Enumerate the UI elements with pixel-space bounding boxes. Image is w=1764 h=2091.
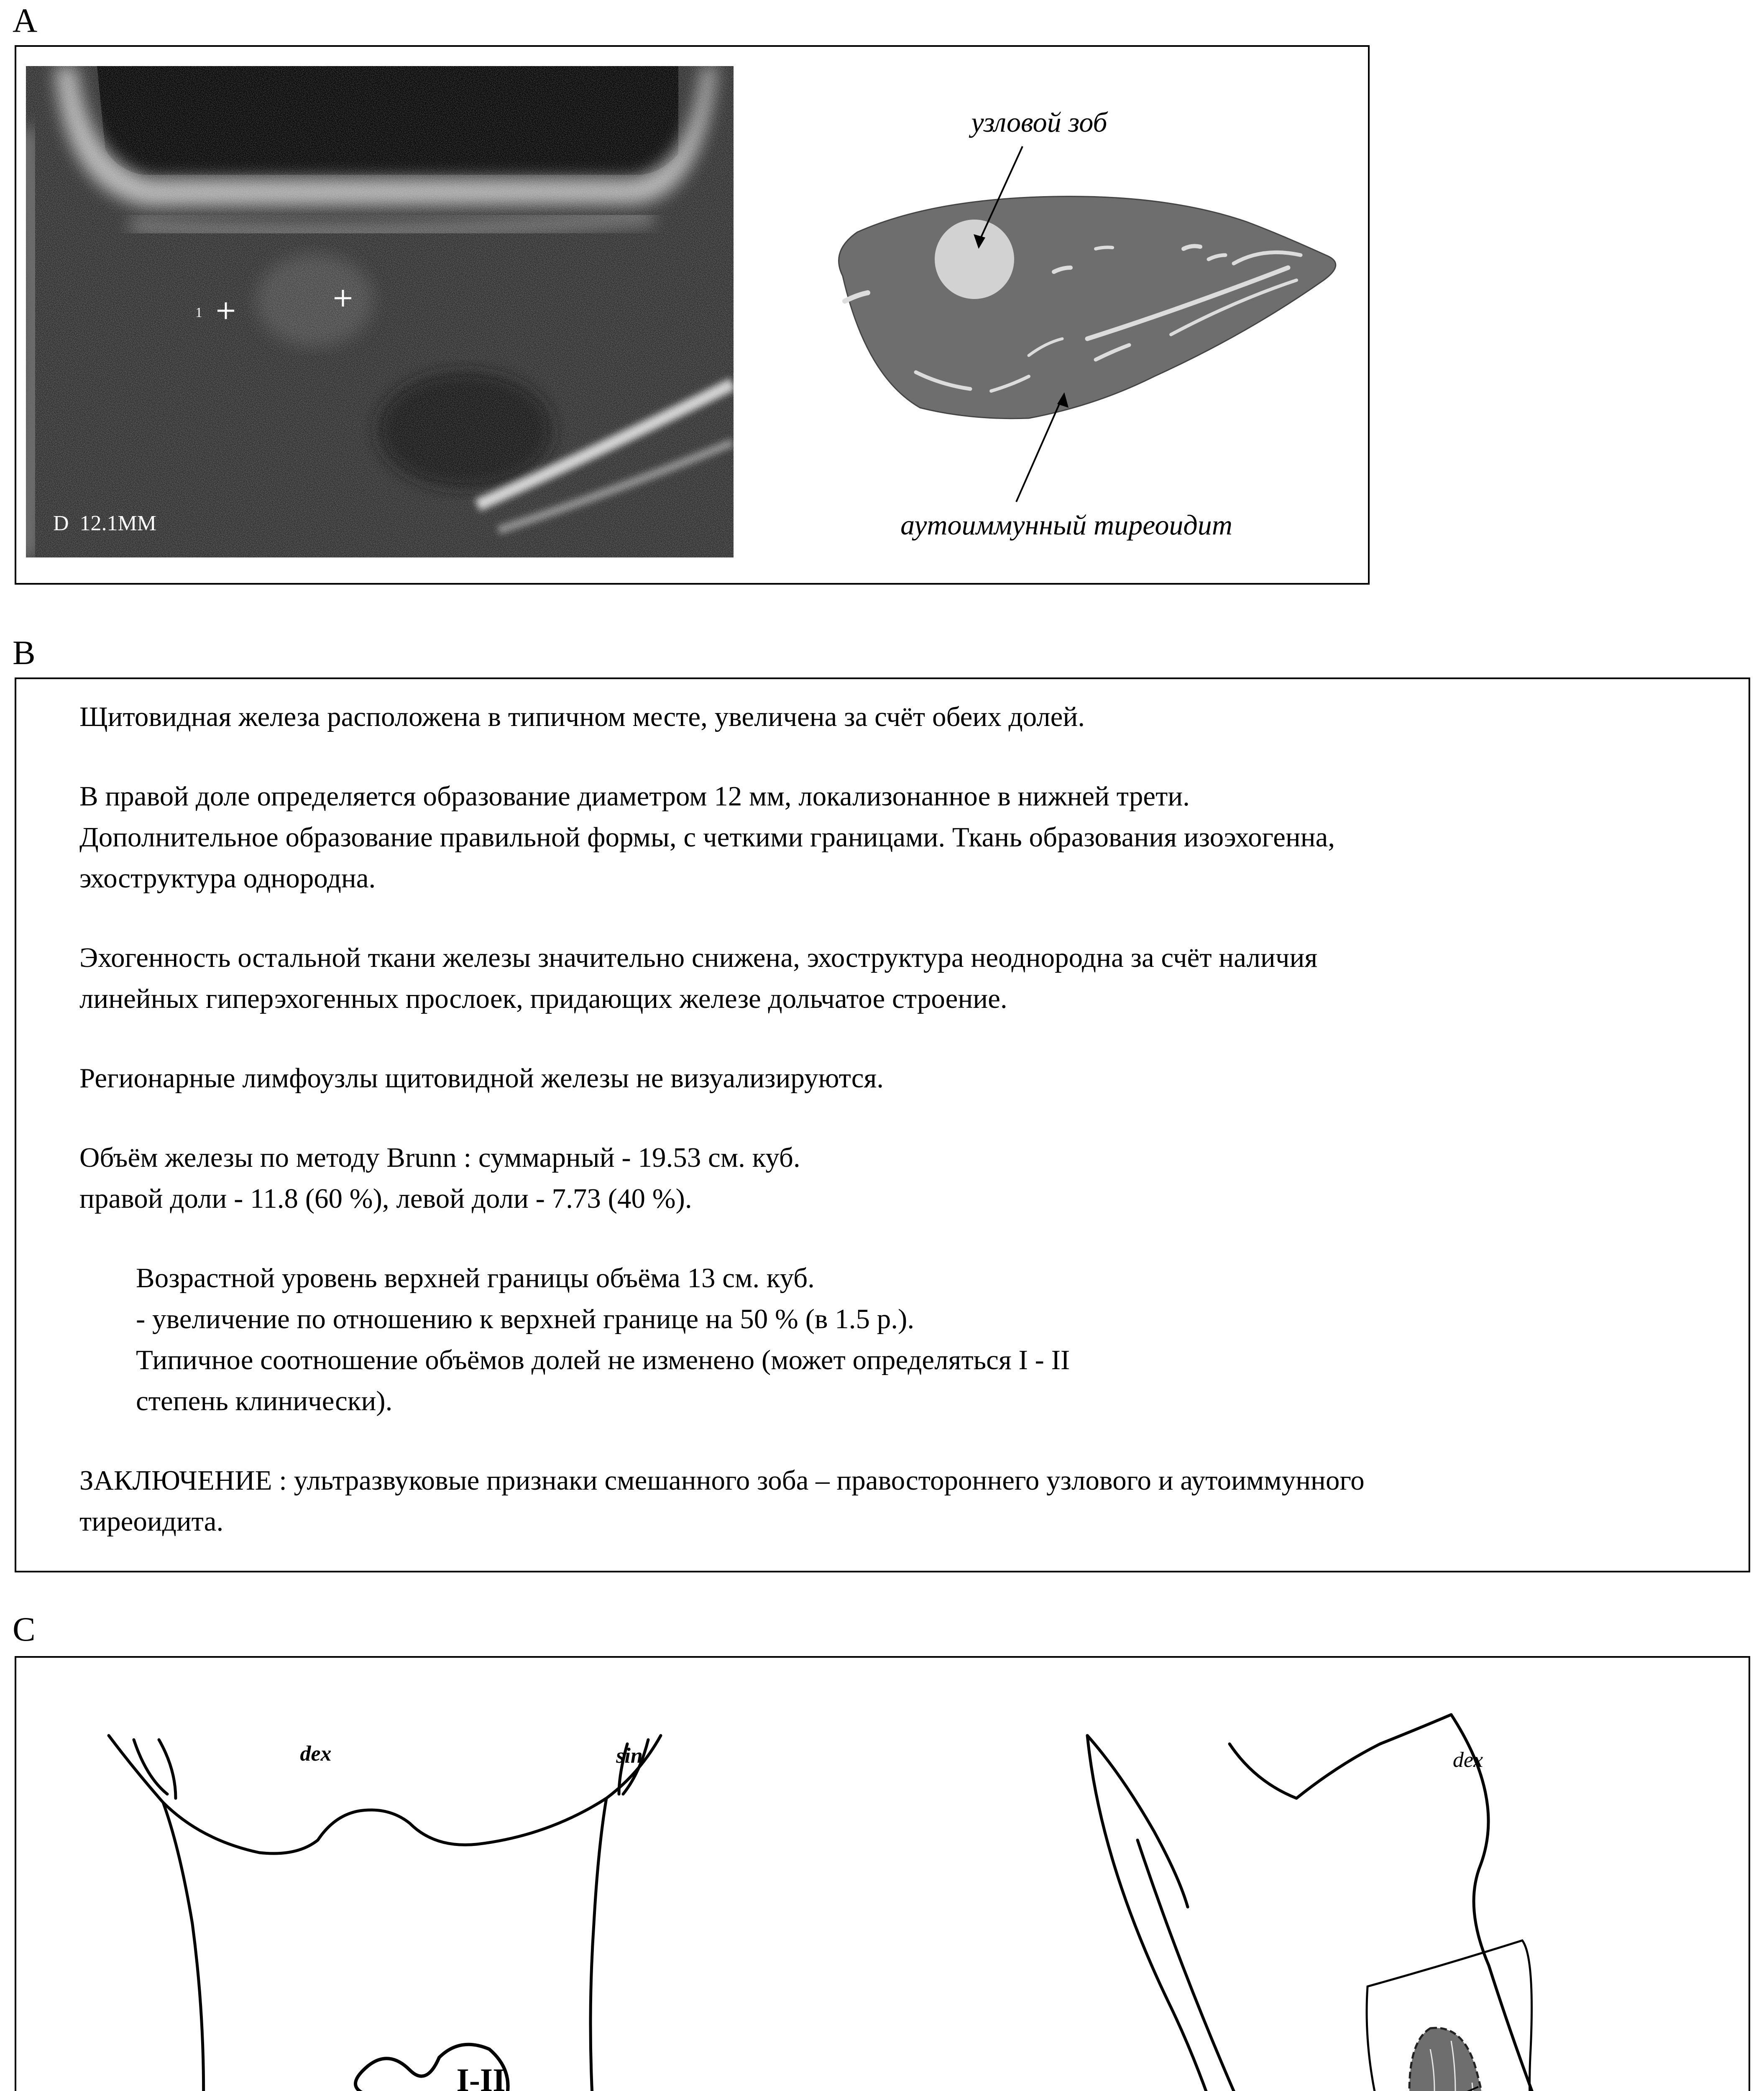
label-side-dex: dex [1452, 1748, 1483, 1772]
report-para-echogenicity-l2: линейных гиперэхогенных прослоек, придающих железе дольчатое строение. [79, 983, 1007, 1014]
report-para-location: Щитовидная железа расположена в типичном месте, увеличена за счёт обеих долей. [79, 701, 1085, 732]
ultrasound-readout: D 12.1MM [53, 511, 157, 535]
report-para-volume-l2: правой доли - 11.8 (60 %), левой доли - 7.73 (40 %). [79, 1183, 692, 1214]
report-para-nodule-l1: В правой доле определяется образование диаметром 12 мм, локализонанное в нижней трети. [79, 781, 1190, 812]
report-para-age-norm-l3: Типичное соотношение объёмов долей не изменено (может определяться I - II [136, 1345, 1070, 1375]
lobe-side [1409, 2028, 1490, 2091]
panel-letter-c: C [13, 1610, 36, 1648]
thyroid-lobe-shape [839, 197, 1336, 419]
nodule-circle [935, 220, 1014, 299]
report-para-age-norm-l2: - увеличение по отношению к верхней границе на 50 % (в 1.5 р.). [136, 1304, 915, 1334]
panel-letter-a: A [13, 1, 38, 39]
report-para-age-norm-l4: степень клинически). [136, 1385, 393, 1416]
report-conclusion-l1: ЗАКЛЮЧЕНИЕ : ультразвуковые признаки смешанного зоба – правостороннего узлового и аутоиммунного [79, 1465, 1365, 1496]
label-nodular-goiter: узловой зоб [971, 106, 1107, 138]
report-para-lymph-nodes: Регионарные лимфоузлы щитовидной железы не визуализируются. [79, 1063, 884, 1094]
panel-letter-b: B [13, 634, 36, 672]
report-para-volume-l1: Объём железы по методу Brunn : суммарный - 19.53 см. куб. [79, 1142, 800, 1173]
label-front-dex: dex [300, 1742, 332, 1766]
label-autoimmune-thyroiditis: аутоиммунный тиреоидит [900, 509, 1232, 541]
neck-front-view [25, 1673, 882, 2091]
ultrasound-image [26, 66, 734, 557]
lobe-schematic [795, 84, 1363, 552]
label-goiter-degree: I-II [456, 2062, 506, 2091]
report-para-echogenicity-l1: Эхогенность остальной ткани железы значительно снижена, эхоструктура неоднородна за счёт наличия [79, 942, 1318, 973]
report-para-nodule-l3: эхоструктура однородна. [79, 863, 376, 894]
neck-side-view [962, 1673, 1740, 2091]
caliper-index: 1 [195, 305, 202, 320]
ultrasound-report [79, 696, 1702, 1542]
report-para-nodule-l2: Дополнительное образование правильной формы, с четкими границами. Ткань образования изоэхогенна, [79, 822, 1335, 853]
report-conclusion-l2: тиреоидита. [79, 1506, 224, 1537]
label-front-sin: sin [616, 1744, 643, 1768]
report-para-age-norm-l1: Возрастной уровень верхней границы объёма 13 см. куб. [136, 1263, 815, 1293]
